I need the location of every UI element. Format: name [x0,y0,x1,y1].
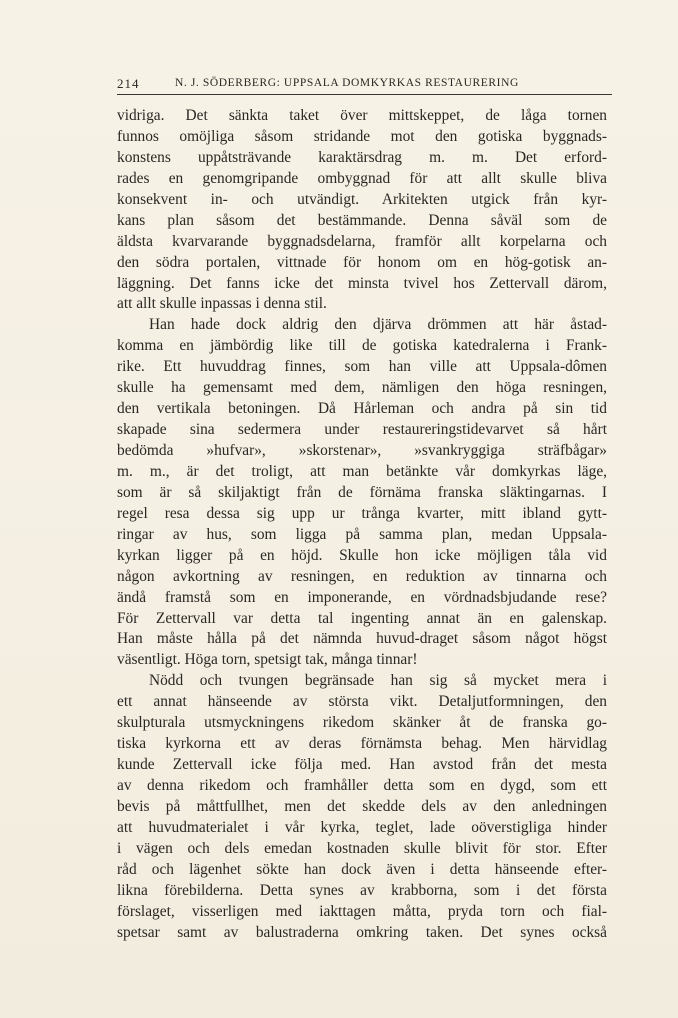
text-line: väsentligt. Höga torn, spetsigt tak, många tinnar! [117,651,418,669]
text-line: bedömda »hufvar», »skorstenar», »svankryggiga sträfbågar» [117,442,607,459]
text-line: För Zettervall var detta tal ingenting annat än en galenskap. [117,609,607,627]
text-line: ändå framstå som en imponerande, en vördnadsbjudande rese? [117,588,607,606]
text-line: skulpturala utsmyckningens rikedom skänker åt de franska go- [117,714,607,732]
text-line: Han hade dock aldrig den djärva drömmen att här åstad- [149,316,607,334]
text-line: skulle ha gemensamt med dem, nämligen den höga resningen, [117,379,607,397]
text-line: någon avkortning av resningen, en reduktion av tinnarna och [117,567,607,585]
text-line: kunde Zettervall icke följa med. Han avstod från det mesta [117,756,607,774]
text-line: ringar av hus, som ligga på samma plan, medan Uppsala- [117,525,607,543]
text-line: kyrkan ligger på en höjd. Skulle hon icke möjligen tåla vid [117,546,607,564]
text-line: bevis på måttfullhet, men det skedde dels av den anledningen [117,797,607,815]
text-line: kans plan såsom det bestämmande. Denna såväl som de [117,211,607,229]
page-number: 214 [117,76,140,91]
text-line: tiska kyrkorna ett av deras förnämsta behag. Men härvidlag [117,735,607,753]
text-line: rike. Ett huvuddrag finnes, som han ville att Uppsala-dômen [117,358,607,376]
text-line: som är så skiljaktigt från de förnäma franska släktingarnas. I [117,483,607,501]
text-line: förslaget, visserligen med iakttagen måtta, pryda torn och fial- [117,902,607,920]
text-line: ett annat hänseende av största vikt. Detaljutformningen, den [117,693,607,711]
body-text [117,106,607,944]
text-line: av denna rikedom och framhåller detta som en dygd, som ett [117,777,607,794]
text-line: komma en jämbördig like till de gotiska katedralerna i Frank- [117,337,607,355]
text-line: Nödd och tvungen begränsade han sig så mycket mera i [149,672,607,690]
text-line: likna förebilderna. Detta synes av krabborna, som i det första [117,881,607,899]
text-line: konsekvent in- och utvändigt. Arkitekten utgick från kyr- [117,190,607,208]
text-line: att allt skulle inpassas i denna stil. [117,295,327,313]
text-line: funnos omöjliga såsom stridande mot den gotiska byggnads- [117,127,607,145]
text-line: m. m., är det troligt, att man betänkte vår domkyrkas läge, [117,462,607,480]
text-line: rades en genomgripande ombyggnad för att allt skulle bliva [117,169,607,187]
page-header [117,76,612,95]
text-line: råd och lägenhet sökte han dock även i detta hänseende efter- [117,860,607,878]
text-line: läggning. Det fanns icke det minsta tvivel hos Zettervall därom, [117,274,607,292]
text-line: spetsar samt av balustraderna omkring taken. Det synes också [117,923,607,941]
text-line: den södra portalen, vittnade för honom om en hög-gotisk an- [117,253,607,271]
text-line: Han måste hålla på det nämnda huvud-draget såsom något högst [117,630,607,648]
text-line: konstens uppåtsträvande karaktärsdrag m. m. Det erford- [117,148,607,166]
text-line: i vägen och dels emedan kostnaden skulle blivit för stor. Efter [117,839,607,857]
text-line: vidriga. Det sänkta taket över mittskeppet, de låga tornen [117,107,607,124]
text-line: skapade sina sedermera under restaureringstidevarvet så hårt [117,421,607,439]
running-title: N. J. SÖDERBERG: UPPSALA DOMKYRKAS RESTAURERING [175,77,519,89]
text-line: regel resa dessa sig upp ur trånga kvarter, mitt ibland gytt- [117,504,607,522]
text-line: den vertikala betoningen. Då Hårleman och andra på sin tid [117,400,607,418]
text-line: äldsta kvarvarande byggnadsdelarna, framför allt korpelarna och [117,232,607,250]
text-line: att huvudmaterialet i vår kyrka, teglet, lade oöverstigliga hinder [117,818,607,836]
